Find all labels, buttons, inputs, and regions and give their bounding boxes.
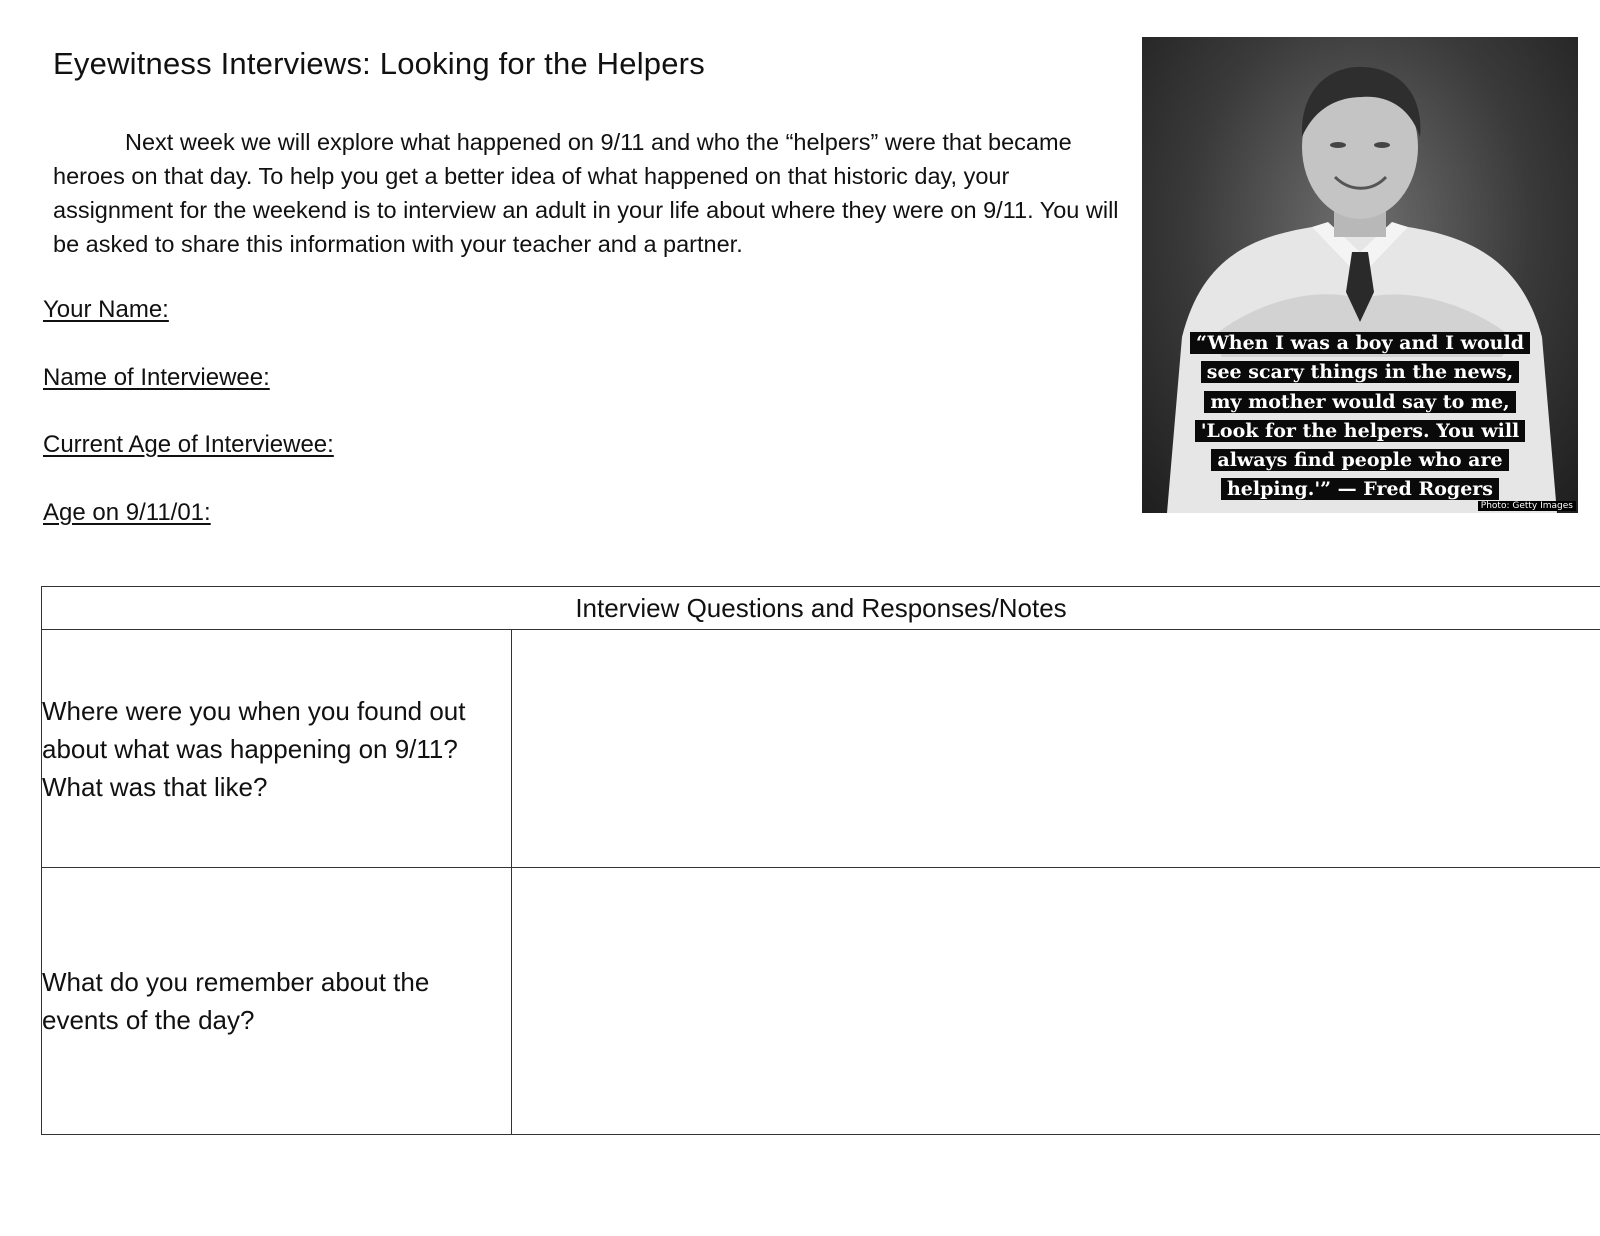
quote-block	[1142, 329, 1578, 505]
quote-line: “When I was a boy and I would	[1190, 332, 1530, 354]
photo-credit: Photo: Getty Images	[1478, 501, 1576, 511]
table-header: Interview Questions and Responses/Notes	[42, 587, 1600, 630]
table-row	[42, 630, 1600, 868]
interview-table	[41, 586, 1600, 1135]
page-title: Eyewitness Interviews: Looking for the Helpers	[53, 46, 705, 81]
quote-line: always find people who are	[1211, 449, 1508, 471]
quote-line: see scary things in the news,	[1201, 361, 1519, 383]
response-cell[interactable]	[512, 868, 1600, 1135]
table-row	[42, 868, 1600, 1135]
intro-text: Next week we will explore what happened on 9/11 and who the “helpers” were that became heroes on that day. To help you get a better idea of what happened on that historic day, your assignment for the weekend is to interview an adult in your life about where they were on 9/11. You will be asked to share this information with your teacher and a partner.	[53, 129, 1119, 257]
intro-paragraph	[53, 125, 1128, 261]
age-on-911-label: Age on 9/11/01:	[43, 499, 211, 526]
response-cell[interactable]	[512, 630, 1600, 868]
quote-line: helping.'” — Fred Rogers	[1221, 478, 1499, 500]
current-age-label: Current Age of Interviewee:	[43, 431, 334, 458]
quote-line: my mother would say to me,	[1204, 391, 1515, 413]
your-name-label: Your Name:	[43, 296, 169, 323]
interviewee-name-label: Name of Interviewee:	[43, 364, 270, 391]
question-cell: What do you remember about the events of the day?	[42, 868, 512, 1135]
question-cell: Where were you when you found out about what was happening on 9/11? What was that like?	[42, 630, 512, 868]
quote-line: 'Look for the helpers. You will	[1195, 420, 1526, 442]
fred-rogers-photo	[1142, 37, 1578, 513]
